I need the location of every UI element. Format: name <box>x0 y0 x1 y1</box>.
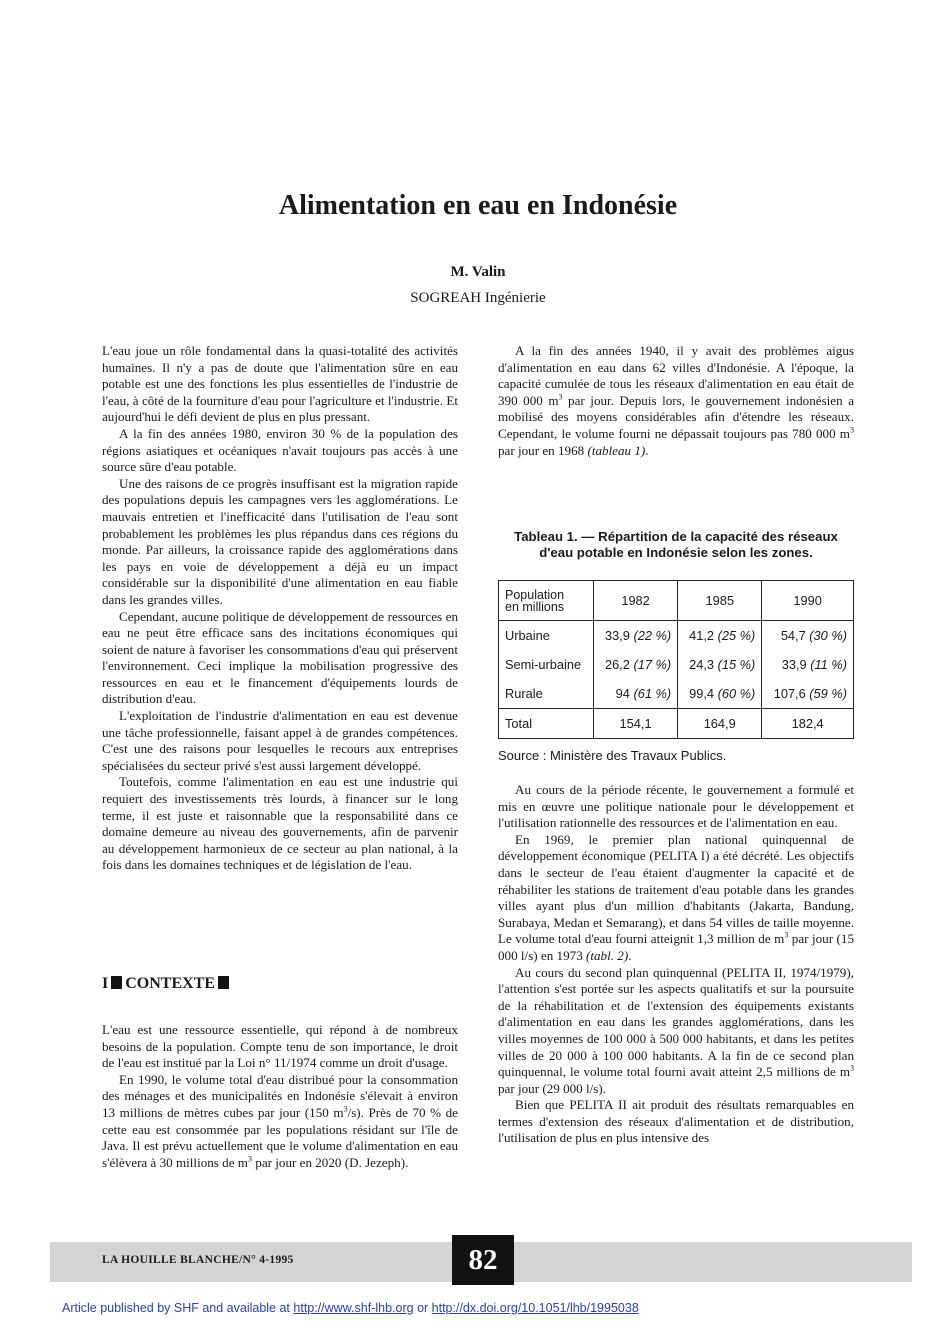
paragraph: L'exploitation de l'industrie d'alimentation en eau est devenue une tâche professionnelle, faisant appel à de grandes compétences. C'est une des raisons pour lesquelles le recours aux entreprises spécialisées du secteur privé s'est aussi largement développé. <box>102 708 458 773</box>
table-total-row <box>499 709 854 739</box>
table-row <box>499 679 854 709</box>
page-number: 82 <box>452 1235 514 1285</box>
table-cell: 99,4 (60 %) <box>678 679 762 709</box>
doi-link[interactable]: http://dx.doi.org/10.1051/lhb/1995038 <box>431 1301 639 1315</box>
paragraph: Bien que PELITA II ait produit des résultats remarquables en termes d'extension des réseaux d'alimentation et de distribution, l'utilisation de plus en plus intensive des <box>498 1097 854 1146</box>
row-label: Urbaine <box>499 621 594 651</box>
table-header-population: Population en millions <box>499 581 594 621</box>
table-reference: (tableau 1) <box>587 442 646 458</box>
author-name: M. Valin <box>450 264 506 280</box>
row-label: Total <box>499 709 594 739</box>
paragraph: L'eau est une ressource essentielle, qui répond à de nombreux besoins de la population. Compte tenu de son importance, le droit de l'eau est institué par la Loi n° 11/1974 comme un droit d'usage. <box>102 1022 458 1071</box>
table-source: Source : Ministère des Travaux Publics. <box>498 748 727 763</box>
table-row <box>499 621 854 651</box>
table-header-year: 1982 <box>594 581 678 621</box>
table-cell: 164,9 <box>678 709 762 739</box>
left-column-context <box>102 1022 458 1171</box>
left-column-intro <box>102 343 458 874</box>
table-cell: 54,7 (30 %) <box>762 621 854 651</box>
section-number: I <box>102 975 109 992</box>
table-caption: Tableau 1. — Répartition de la capacité des réseaux d'eau potable en Indonésie selon les zones. <box>514 529 838 560</box>
table-header-year: 1990 <box>762 581 854 621</box>
table-cell: 41,2 (25 %) <box>678 621 762 651</box>
paragraph: Cependant, aucune politique de développement de ressources en eau ne peut être efficace sans des incitations économiques qui soient de nature à favoriser les consommations d'eau qui préservent l'environnement. Ceci implique la mobilisation progressive des ressources en eau et le financement d'équipements lourds de distribution d'eau. <box>102 608 458 707</box>
author-affiliation: SOGREAH Ingénierie <box>410 290 546 306</box>
table-cell: 154,1 <box>594 709 678 739</box>
section-title: CONTEXTE <box>125 975 216 992</box>
table-cell: 33,9 (11 %) <box>762 650 854 679</box>
paragraph: A la fin des années 1940, il y avait des problèmes aigus d'alimentation en eau dans 62 villes d'Indonésie. A l'époque, la capacité cumulée de tous les réseaux d'alimentation en eau était de 390 000 $m^3$ par jour. Depuis lors, le gouvernement indonésien a mobilisé des moyens considérables afin d'étendre les réseaux. Cependant, le volume fourni ne dépassait toujours pas 780 000 $m^3$ par jour en 1968 (tableau 1). <box>498 343 855 458</box>
paragraph: L'eau joue un rôle fondamental dans la quasi-totalité des activités humaines. Il n'y a pas de doute que l'alimentation sûre en eau potable est une des fonctions les plus essentielles de l'industrie de l'eau, à côté de la fourniture d'eau pour l'agriculture et l'industrie. Et aujourd'hui le défi devient de plus en plus pressant. <box>102 343 458 425</box>
row-label: Semi-urbaine <box>499 650 594 679</box>
table-cell: 26,2 (17 %) <box>594 650 678 679</box>
table-header-year: 1985 <box>678 581 762 621</box>
paragraph: En 1969, le premier plan national quinquennal de développement économique (PELITA I) a été décrété. Les objectifs dans le secteur de l'eau étaient d'augmenter la capacité et de réhabiliter les stations de traitement d'eau potable dans les grandes villes ayant plus d'un million d'habitants (Jakarta, Bandung, Surabaya, Medan et Semarang), et dans 54 villes de taille moyenne. Le volume total d'eau fourni atteignit 1,3 million de $m^3$ par jour (15 000 l/s) en 1973 (tabl. 2). <box>498 831 854 963</box>
table-reference: (tabl. 2) <box>586 947 629 963</box>
table-row <box>499 650 854 679</box>
paragraph: Toutefois, comme l'alimentation en eau est une industrie qui requiert des investissements très lourds, à financer sur le long terme, il est juste et raisonnable que la responsabilité dans ce domaine demeure au niveau des gouvernements, afin de parvenir au développement harmonieux de ce secteur au plan national, à la fois dans les domaines techniques et de législation de l'eau. <box>102 774 458 873</box>
table-header-row <box>499 581 854 621</box>
capacity-table <box>498 580 854 739</box>
table-cell: 24,3 (15 %) <box>678 650 762 679</box>
paragraph: Au cours de la période récente, le gouvernement a formulé et mis en œuvre une politique nationale pour le développement et l'utilisation rationnelle des ressources et de l'alimentation en eau. <box>498 782 854 831</box>
shf-link[interactable]: http://www.shf-lhb.org <box>293 1301 414 1315</box>
square-bullet-icon <box>218 976 229 989</box>
paragraph: A la fin des années 1980, environ 30 % de la population des régions asiatiques et océaniques n'avait toujours pas accès à une source sûre d'eau potable. <box>102 425 458 475</box>
journal-name: LA HOUILLE BLANCHE/N° 4-1995 <box>102 1254 294 1266</box>
paragraph: En 1990, le volume total d'eau distribué pour la consommation des ménages et des municipalités en Indonésie s'élevait à environ 13 millions de mètres cubes par jour (150 $m^3/s$). Près de 70 % de cette eau est consommée par les populations résidant sur l'île de Java. Il est prévu actuellement que le volume d'alimentation en eau s'élèvera à 30 millions de $m^3$ par jour en 2020 (D. Jezeph). <box>102 1071 458 1170</box>
table-cell: 94 (61 %) <box>594 679 678 709</box>
section-heading <box>102 975 232 993</box>
article-title: Alimentation en eau en Indonésie <box>278 190 678 221</box>
paragraph: Une des raisons de ce progrès insuffisant est la migration rapide des populations depuis les campagnes vers les agglomérations. Le mauvais entretien et l'inefficacité dans l'utilisation de l'eau sont probablement les problèmes les plus répandus dans ces régions du monde. Par ailleurs, la croissance rapide des agglomérations dans les pays en voie de développement a déjà eu un impact considérable sur la disponibilité d'une alimentation en eau fiable dans les grandes villes. <box>102 475 458 607</box>
paragraph: Au cours du second plan quinquennal (PELITA II, 1974/1979), l'attention s'est portée sur les aspects qualitatifs et sur la poursuite de la réhabilitation et de l'extension des équipements existants d'alimentation en eau dans les grandes agglomérations, dans les villes moyennes de 100 000 à 500 000 habitants, et dans les petites villes de 20 000 à 100 000 habitants. A la fin de ce second plan quinquennal, le volume total fourni avait atteint 2,5 millions de $m^3$ par jour (29 000 l/s). <box>498 964 854 1096</box>
right-column-bottom <box>498 782 854 1147</box>
square-bullet-icon <box>111 976 122 989</box>
right-column-top <box>498 343 854 459</box>
row-label: Rurale <box>499 679 594 709</box>
publication-notice: Article published by SHF and available at http://www.shf-lhb.org or http://dx.doi.org/10.1051/lhb/1995038 <box>62 1301 639 1315</box>
table-cell: 107,6 (59 %) <box>762 679 854 709</box>
table-cell: 33,9 (22 %) <box>594 621 678 651</box>
table-cell: 182,4 <box>762 709 854 739</box>
